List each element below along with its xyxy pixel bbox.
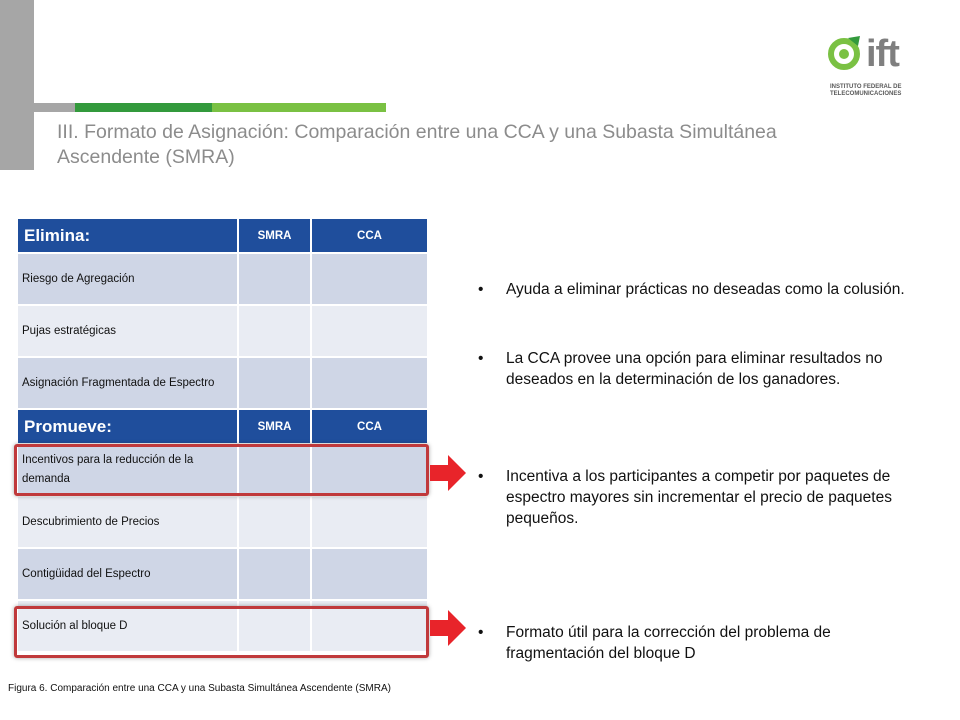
highlight-box-demand [14,444,429,496]
accent-bar-dark-green [75,103,212,112]
comparison-table [16,217,429,653]
smra-check-icon [238,357,311,409]
row-label: Asignación Fragmentada de Espectro [17,357,238,409]
cca-check-icon [311,548,428,600]
bullet-item [478,466,918,529]
ift-logo-mark-icon [828,34,862,74]
column-header-smra: SMRA [238,409,311,444]
smra-cell [238,305,311,357]
smra-check-icon [238,496,311,548]
figure-caption: Figura 6. Comparación entre una CCA y una Subasta Simultánea Ascendente (SMRA) [8,683,391,694]
table-row [17,496,428,548]
table-row [17,357,428,409]
row-label: Riesgo de Agregación [17,253,238,305]
table-header-elimina [17,218,428,253]
smra-cell [238,253,311,305]
left-gray-bar [0,0,34,170]
row-label: Descubrimiento de Precios [17,496,238,548]
cca-check-icon [311,357,428,409]
bullet-dot: • [478,624,484,641]
bullet-text: La CCA provee una opción para eliminar resultados no deseados en la determinación de los ganadores. [506,350,883,388]
arrow-right-icon [430,610,466,646]
arrow-right-icon [430,455,466,491]
bullet-dot: • [478,281,484,298]
row-label: Solución al bloque D [17,600,238,652]
accent-bar-gray [34,103,75,112]
bullet-text: Incentiva a los participantes a competir por paquetes de espectro mayores sin incrementar el precio de paquetes pequeños. [506,468,892,527]
bullet-item [478,348,918,390]
table-row [17,548,428,600]
ift-logo-subtitle: INSTITUTO FEDERAL DE TELECOMUNICACIONES [830,84,902,97]
ift-wordmark: ift [866,33,899,75]
column-header-cca: CCA [311,218,428,253]
accent-bar-light-green [212,103,386,112]
cca-check-icon [311,305,428,357]
highlight-box-block-d [14,606,429,658]
bullet-dot: • [478,350,484,367]
row-label: Contigüidad del Espectro [17,548,238,600]
column-header-smra: SMRA [238,218,311,253]
slide-title: III. Formato de Asignación: Comparación entre una CCA y una Subasta Simultánea Ascendente (SMRA) [57,121,777,168]
ift-logo [828,34,923,100]
cca-check-icon [311,496,428,548]
bullet-item [478,622,918,664]
section-label: Elimina: [17,218,238,253]
row-label: Incentivos para la reducción de la demanda [17,444,238,496]
bullet-item [478,279,918,300]
table-header-promueve [17,409,428,444]
bullet-text: Formato útil para la corrección del problema de fragmentación del bloque D [506,624,831,662]
table-row [17,253,428,305]
row-label: Pujas estratégicas [17,305,238,357]
table-row [17,305,428,357]
bullet-text: Ayuda a eliminar prácticas no deseadas como la colusión. [506,281,905,298]
smra-cell [238,548,311,600]
bullet-dot: • [478,468,484,485]
column-header-cca: CCA [311,409,428,444]
section-label: Promueve: [17,409,238,444]
cca-check-icon [311,253,428,305]
